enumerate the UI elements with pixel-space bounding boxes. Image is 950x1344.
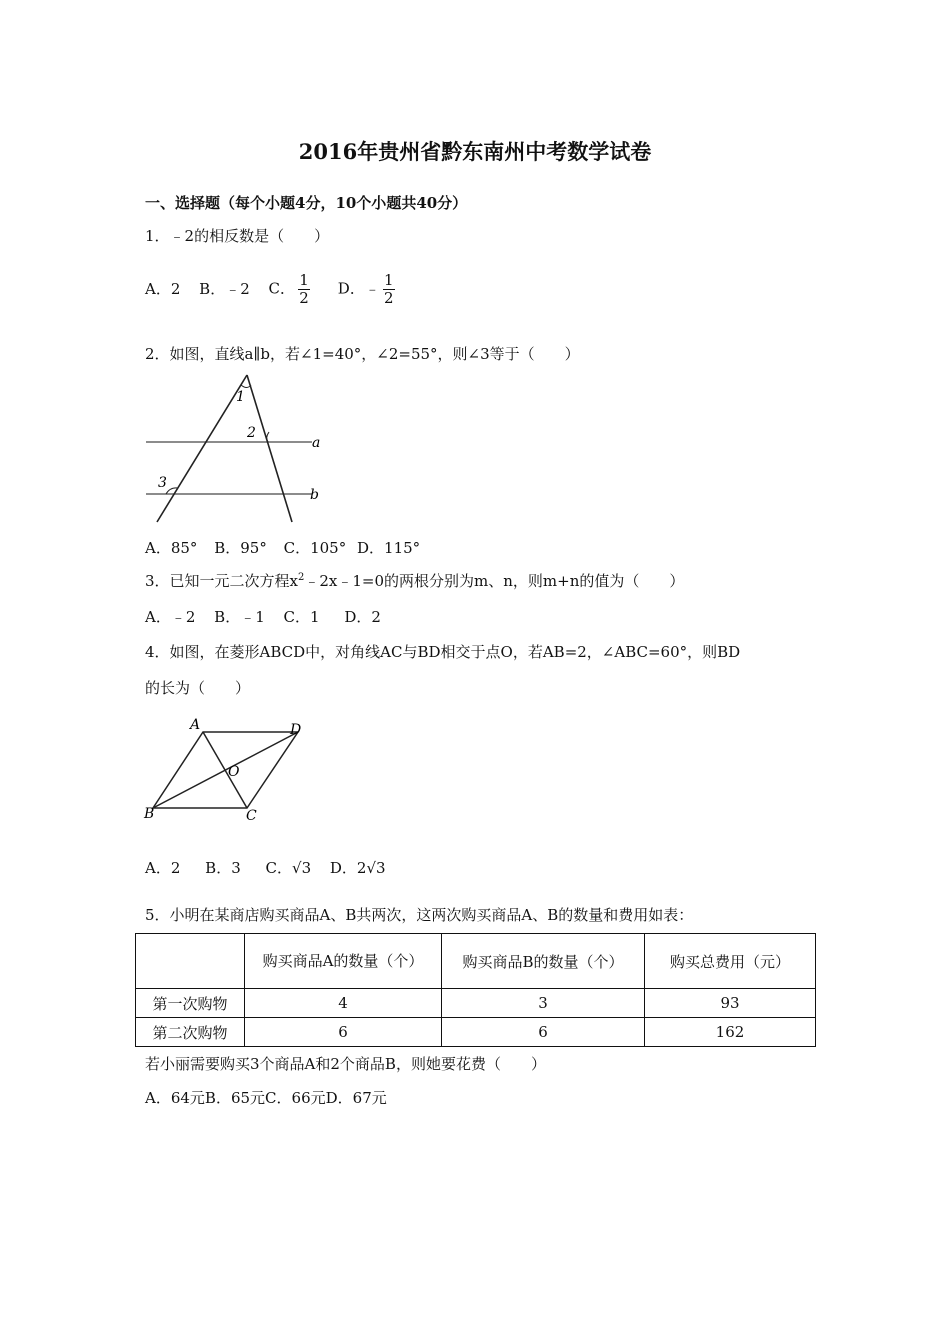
q5-options — [145, 1087, 387, 1108]
table-cell: 6 — [442, 1018, 645, 1047]
q3-stem-post: ﹣2x﹣1=0的两根分别为m、n，则m+n的值为（ ） — [304, 572, 685, 590]
q4-option-d: D．2√3 — [329, 859, 386, 877]
q4-rhombus-figure — [140, 712, 310, 827]
q3-option-a: A．﹣2 — [145, 608, 196, 626]
q5-question: 若小丽需要购买3个商品A和2个商品B，则她要花费（ ） — [145, 1055, 546, 1073]
q3-options — [145, 606, 395, 627]
q1-option-d-prefix: D．﹣ — [337, 279, 380, 298]
q1-option-c — [269, 272, 313, 307]
q1-option-c-fraction — [298, 272, 310, 307]
q5-option-d: D．67元 — [325, 1089, 387, 1107]
line-b-label: b — [310, 487, 319, 503]
q5-option-a: A．64元 — [145, 1089, 205, 1107]
vertex-d-label: D — [290, 722, 302, 738]
q1-d-numerator: 1 — [384, 271, 394, 289]
section-heading: 一、选择题（每个小题4分，10个小题共40分） — [145, 194, 468, 212]
table-cell: 第二次购物 — [136, 1018, 245, 1047]
q5-stem: 5．小明在某商店购买商品A、B共两次，这两次购买商品A、B的数量和费用如表： — [145, 906, 694, 924]
q4-option-b: B．3 — [205, 859, 241, 877]
table-cell: 4 — [245, 989, 442, 1018]
table-header-cell: 购买总费用（元） — [645, 934, 816, 989]
q3-option-c: C．1 — [283, 608, 320, 626]
center-o-label: O — [228, 764, 240, 780]
table-cell: 6 — [245, 1018, 442, 1047]
q2-option-a: A．85° — [145, 539, 198, 557]
table-cell: 第一次购物 — [136, 989, 245, 1018]
q1-options — [145, 272, 412, 307]
q3-stem — [145, 570, 684, 591]
q3-option-b: B．﹣1 — [214, 608, 265, 626]
table-header-cell: 购买商品B的数量（个） — [442, 934, 645, 989]
vertex-a-label: A — [190, 717, 201, 733]
q1-option-b: B．﹣2 — [199, 279, 250, 298]
line-a-label: a — [312, 435, 321, 451]
table-cell: 162 — [645, 1018, 816, 1047]
q4-option-c: C．√3 — [265, 859, 312, 877]
q4-options — [145, 857, 400, 878]
table-cell: 3 — [442, 989, 645, 1018]
q1-c-denominator: 2 — [299, 289, 309, 307]
transversal-right — [247, 375, 292, 522]
table-header-cell — [136, 934, 245, 989]
q2-parallel-lines-figure — [140, 370, 340, 525]
q3-option-d: D．2 — [344, 608, 381, 626]
table-row — [136, 1018, 816, 1047]
q1-d-denominator: 2 — [384, 289, 394, 307]
page-title: 2016年贵州省黔东南州中考数学试卷 — [298, 139, 652, 164]
table-cell: 93 — [645, 989, 816, 1018]
angle-3-label: 3 — [158, 475, 167, 491]
q5-purchase-table — [135, 933, 816, 1047]
table-row — [136, 989, 816, 1018]
q3-stem-pre: 3．已知一元二次方程x — [145, 572, 299, 590]
angle-2-label: 2 — [247, 425, 256, 441]
transversal-left — [157, 375, 247, 522]
q3-stem-sup: 2 — [298, 572, 305, 583]
q2-stem: 2．如图，直线a∥b，若∠1=40°，∠2=55°，则∠3等于（ ） — [145, 345, 580, 363]
q2-option-b: B．95° — [214, 539, 267, 557]
q5-option-c: C．66元 — [265, 1089, 326, 1107]
q1-c-numerator: 1 — [299, 271, 309, 289]
q2-options — [145, 537, 434, 558]
table-header-cell: 购买商品A的数量（个） — [245, 934, 442, 989]
table-header-row — [136, 934, 816, 989]
diagonal-bd — [153, 732, 298, 808]
vertex-c-label: C — [246, 808, 257, 824]
q1-option-a: A．2 — [145, 279, 181, 298]
q1-option-c-prefix: C． — [268, 279, 296, 298]
q4-stem-line1: 4．如图，在菱形ABCD中，对角线AC与BD相交于点O，若AB=2，∠ABC=60°，则BD — [145, 643, 741, 661]
q4-option-a: A．2 — [145, 859, 181, 877]
q2-option-d: D．115° — [357, 539, 421, 557]
q2-option-c: C．105° — [283, 539, 347, 557]
q4-stem-line2: 的长为（ ） — [145, 679, 251, 697]
angle-1-label: 1 — [236, 389, 245, 405]
q1-option-d-fraction — [383, 272, 395, 307]
q5-option-b: B．65元 — [204, 1089, 266, 1107]
q1-stem: 1．﹣2的相反数是（ ） — [145, 227, 330, 245]
vertex-b-label: B — [144, 806, 155, 822]
q1-option-d — [338, 272, 398, 307]
